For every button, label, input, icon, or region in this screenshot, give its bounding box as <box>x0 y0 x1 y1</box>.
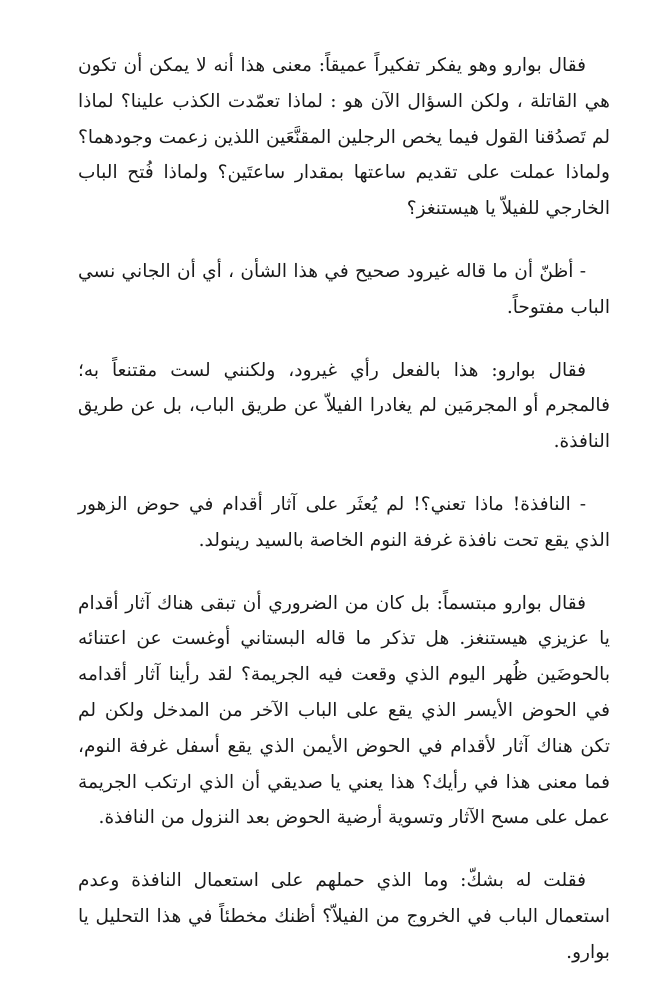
book-page <box>78 48 610 971</box>
paragraph-4: - النافذة! ماذا تعني؟! لم يُعثَر على آثار أقدام في حوض الزهور الذي يقع تحت نافذة غرفة النوم الخاصة بالسيد رينولد. <box>78 493 610 551</box>
paragraph-3: فقال بوارو: هذا بالفعل رأي غيرود، ولكنني لست مقتنعاً به؛ فالمجرم أو المجرمَين لم يغادرا الفيلاّ عن طريق الباب، بل عن طريق النافذة. <box>78 359 610 453</box>
paragraph-6: فقلت له بشكّ: وما الذي حملهم على استعمال النافذة وعدم استعمال الباب في الخروج من الفيلاّ؟ أظنك مخطئاً في هذا التحليل يا بوارو. <box>78 870 610 963</box>
paragraph-1: فقال بوارو وهو يفكر تفكيراً عميقاً: معنى هذا أنه لا يمكن أن تكون هي القاتلة ، ولكن السؤال الآن هو : لماذا تعمّدت الكذب علينا؟ لماذا لم تَصدُقنا القول فيما يخص الرجلين المقنَّعَين اللذين زعمت وجودهما؟ ولماذا عملت على تقديم ساعتها بمقدار ساعتَين؟ ولماذا فُتح الباب الخارجي للفيلاّ يا هيستنغز؟ <box>78 55 610 220</box>
paragraph-2: - أظنّ أن ما قاله غيرود صحيح في هذا الشأن ، أي أن الجاني نسي الباب مفتوحاً. <box>78 260 610 318</box>
paragraph-5: فقال بوارو مبتسماً: بل كان من الضروري أن تبقى هناك آثار أقدام يا عزيزي هيستنغز. هل تذكر ما قاله البستاني أوغست عن اعتنائه بالحوضَين ظُهر اليوم الذي وقعت فيه الجريمة؟ لقد رأينا آثار أقدامه في الحوض الأيسر الذي يقع على الباب الآخر من المدخل ولكن لم تكن هناك آثار لأقدام في الحوض الأيمن الذي يقع أسفل غرفة النوم، فما معنى هذا في رأيك؟ هذا يعني يا صديقي أن الذي ارتكب الجريمة عمل على مسح الآثار وتسوية أرضية الحوض بعد النزول من النافذة. <box>78 592 610 829</box>
